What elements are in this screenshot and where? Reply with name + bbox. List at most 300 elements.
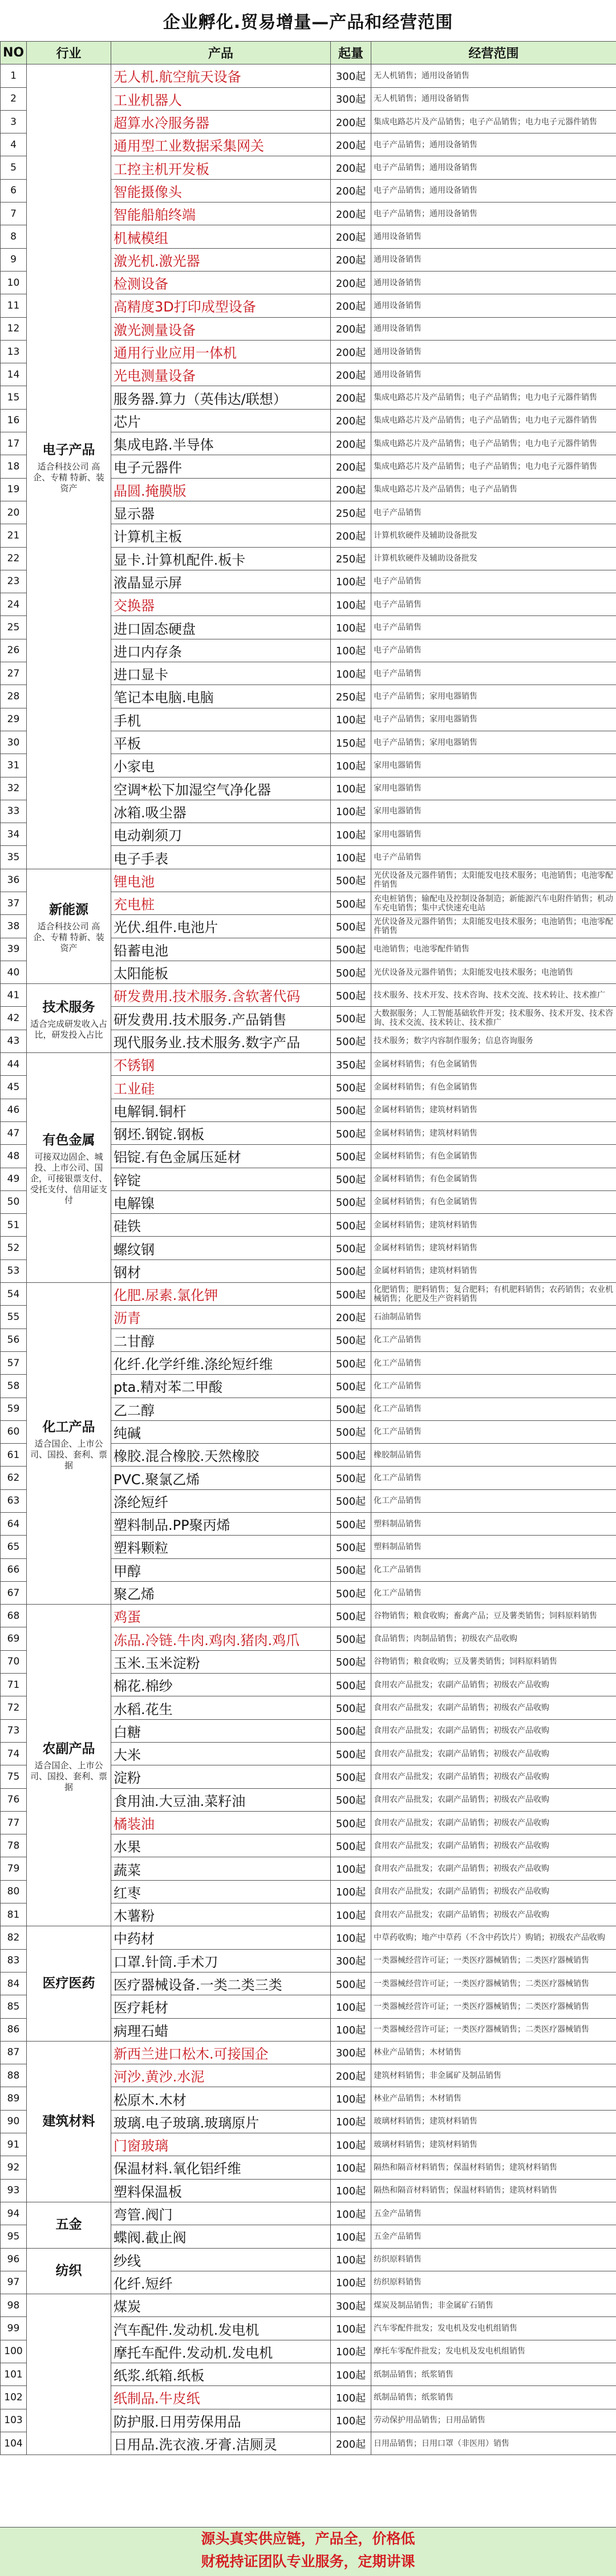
capital-amount: 100起 <box>331 823 371 846</box>
row-number: 26 <box>1 639 27 662</box>
category-cell <box>27 1605 111 1926</box>
capital-amount: 500起 <box>331 1489 371 1512</box>
product-name: 化纤.化学纤维.涤纶短纤维 <box>111 1351 331 1374</box>
product-table <box>0 41 616 2455</box>
row-number: 73 <box>1 1719 27 1742</box>
capital-amount: 100起 <box>331 2225 371 2248</box>
product-name: 纸浆.纸箱.纸板 <box>111 2363 331 2385</box>
product-name: 医疗器械设备.一类二类三类 <box>111 1972 331 1995</box>
capital-amount: 100起 <box>331 1926 371 1949</box>
business-scope: 通用设备销售 <box>371 363 616 386</box>
header-product: 产品 <box>111 42 331 64</box>
product-name: 液晶显示屏 <box>111 570 331 593</box>
category-cell <box>27 1053 111 1283</box>
row-number: 27 <box>1 662 27 685</box>
capital-amount: 500起 <box>331 1375 371 1398</box>
capital-amount: 500起 <box>331 1145 371 1168</box>
row-number: 9 <box>1 248 27 271</box>
product-name: 显卡.计算机配件.板卡 <box>111 547 331 570</box>
capital-amount: 200起 <box>331 432 371 455</box>
capital-amount: 500起 <box>331 1007 371 1030</box>
business-scope: 技术服务；数字内容制作服务；信息咨询服务 <box>371 1030 616 1052</box>
row-number: 76 <box>1 1788 27 1811</box>
product-name: 太阳能板 <box>111 961 331 983</box>
capital-amount: 100起 <box>331 2271 371 2294</box>
category-name: 有色金属 <box>42 1133 95 1148</box>
business-scope: 化工产品销售 <box>371 1398 616 1420</box>
row-number: 30 <box>1 731 27 754</box>
capital-amount: 100起 <box>331 2087 371 2110</box>
business-scope: 谷物销售；粮食收购；豆及薯类销售；饲料原料销售 <box>371 1650 616 1673</box>
table-body <box>1 64 616 2455</box>
business-scope: 电子产品销售 <box>371 662 616 685</box>
row-number: 82 <box>1 1926 27 1949</box>
business-scope: 食用农产品批发；农副产品销售；初级农产品收购 <box>371 1903 616 1926</box>
row-number: 67 <box>1 1581 27 1604</box>
product-name: 钢材 <box>111 1259 331 1282</box>
capital-amount: 100起 <box>331 2248 371 2271</box>
product-name: 弯管.阀门 <box>111 2202 331 2225</box>
row-number: 44 <box>1 1053 27 1076</box>
product-name: 智能船舶终端 <box>111 202 331 225</box>
business-scope: 通用设备销售 <box>371 340 616 363</box>
product-name: 沥青 <box>111 1306 331 1328</box>
product-name: 检测设备 <box>111 271 331 294</box>
product-name: 水稻.花生 <box>111 1696 331 1719</box>
capital-amount: 500起 <box>331 869 371 892</box>
business-scope: 电子产品销售；通用设备销售 <box>371 156 616 179</box>
capital-amount: 500起 <box>331 1719 371 1742</box>
capital-amount: 200起 <box>331 156 371 179</box>
row-number: 66 <box>1 1558 27 1581</box>
business-scope: 劳动保护用品销售；日用品销售 <box>371 2409 616 2432</box>
capital-amount: 100起 <box>331 2156 371 2179</box>
product-name: 电解铜.铜杆 <box>111 1099 331 1121</box>
product-name: 塑料制品.PP聚丙烯 <box>111 1513 331 1536</box>
capital-amount: 200起 <box>331 225 371 248</box>
business-scope: 煤炭及制品销售；非金属矿石销售 <box>371 2294 616 2317</box>
category-cell <box>27 2041 111 2202</box>
product-name: 门窗玻璃 <box>111 2133 331 2156</box>
business-scope: 食用农产品批发；农副产品销售；初级农产品收购 <box>371 1765 616 1788</box>
business-scope: 金属材料销售；有色金属销售 <box>371 1145 616 1168</box>
row-number: 87 <box>1 2041 27 2064</box>
header-capital: 起量 <box>331 42 371 64</box>
product-name: 病理石蜡 <box>111 2018 331 2041</box>
row-number: 50 <box>1 1190 27 1213</box>
row-number: 16 <box>1 409 27 432</box>
business-scope: 纸制品销售；纸浆销售 <box>371 2386 616 2409</box>
capital-amount: 150起 <box>331 731 371 754</box>
business-scope: 大数据服务；人工智能基础软件开发；技术服务、技术开发、技术咨询、技术交流、技术转让、技术推广 <box>371 1007 616 1030</box>
category-name: 五金 <box>55 2217 82 2233</box>
product-name: 充电桩 <box>111 892 331 914</box>
business-scope: 一类器械经营许可证；一类医疗器械销售；二类医疗器械销售 <box>371 1949 616 1972</box>
capital-amount: 100起 <box>331 593 371 616</box>
capital-amount: 500起 <box>331 1536 371 1558</box>
table-row <box>1 2294 616 2317</box>
row-number: 79 <box>1 1857 27 1880</box>
row-number: 29 <box>1 708 27 731</box>
capital-amount: 500起 <box>331 1696 371 1719</box>
product-name: 电子手表 <box>111 846 331 869</box>
business-scope: 一类器械经营许可证；一类医疗器械销售；二类医疗器械销售 <box>371 1972 616 1995</box>
capital-amount: 250起 <box>331 685 371 708</box>
business-scope: 食用农产品批发；农副产品销售；初级农产品收购 <box>371 1857 616 1880</box>
business-scope: 食品销售；肉制品销售；初级农产品收购 <box>371 1627 616 1650</box>
product-name: 通用行业应用一体机 <box>111 340 331 363</box>
capital-amount: 500起 <box>331 1099 371 1121</box>
row-number: 36 <box>1 869 27 892</box>
business-scope: 纺织原料销售 <box>371 2271 616 2294</box>
row-number: 52 <box>1 1237 27 1259</box>
product-name: 玻璃.电子玻璃.玻璃原片 <box>111 2110 331 2133</box>
category-note: 适合科技公司 高企、专精 特新、装资产 <box>33 921 104 953</box>
capital-amount: 500起 <box>331 1811 371 1834</box>
business-scope: 林业产品销售；木材销售 <box>371 2087 616 2110</box>
row-number: 83 <box>1 1949 27 1972</box>
business-scope: 玻璃材料销售；建筑材料销售 <box>371 2110 616 2133</box>
product-name: 锌锭 <box>111 1168 331 1190</box>
business-scope: 无人机销售；通用设备销售 <box>371 64 616 87</box>
capital-amount: 500起 <box>331 1972 371 1995</box>
product-name: 现代服务业.技术服务.数字产品 <box>111 1030 331 1052</box>
row-number: 3 <box>1 110 27 133</box>
capital-amount: 200起 <box>331 248 371 271</box>
product-name: 化肥.尿素.氯化钾 <box>111 1283 331 1306</box>
business-scope: 化工产品销售 <box>371 1375 616 1398</box>
category-cell <box>27 869 111 983</box>
category-note: 可接双边固企、城投、上市公司、国企，可接银票支付、受托支付、信用证支付 <box>30 1152 107 1206</box>
row-number: 103 <box>1 2409 27 2432</box>
business-scope: 化工产品销售 <box>371 1558 616 1581</box>
business-scope: 电子产品销售 <box>371 570 616 593</box>
product-name: 聚乙烯 <box>111 1581 331 1604</box>
product-name: 新西兰进口松木.可接国企 <box>111 2041 331 2064</box>
capital-amount: 200起 <box>331 409 371 432</box>
capital-amount: 200起 <box>331 294 371 317</box>
row-number: 49 <box>1 1168 27 1190</box>
row-number: 59 <box>1 1398 27 1420</box>
business-scope: 电子产品销售；家用电器销售 <box>371 685 616 708</box>
capital-amount: 250起 <box>331 501 371 524</box>
product-name: 乙二醇 <box>111 1398 331 1420</box>
capital-amount: 200起 <box>331 179 371 202</box>
product-name: 智能摄像头 <box>111 179 331 202</box>
row-number: 104 <box>1 2432 27 2455</box>
row-number: 34 <box>1 823 27 846</box>
capital-amount: 350起 <box>331 1053 371 1076</box>
business-scope: 电子产品销售 <box>371 593 616 616</box>
capital-amount: 300起 <box>331 2294 371 2317</box>
row-number: 61 <box>1 1444 27 1467</box>
category-name: 农副产品 <box>42 1741 95 1756</box>
product-name: 通用型工业数据采集网关 <box>111 133 331 156</box>
row-number: 63 <box>1 1489 27 1512</box>
product-name: 进口固态硬盘 <box>111 616 331 639</box>
business-scope: 通用设备销售 <box>371 248 616 271</box>
product-name: 研发费用.技术服务.含软著代码 <box>111 984 331 1007</box>
category-cell <box>27 64 111 869</box>
business-scope: 摩托车零配件批发；发电机及发电机组销售 <box>371 2340 616 2363</box>
capital-amount: 500起 <box>331 1834 371 1857</box>
business-scope: 电子产品销售 <box>371 616 616 639</box>
business-scope: 电子产品销售 <box>371 639 616 662</box>
row-number: 13 <box>1 340 27 363</box>
product-name: 晶圆.掩膜版 <box>111 478 331 501</box>
capital-amount: 100起 <box>331 2202 371 2225</box>
capital-amount: 500起 <box>331 1398 371 1420</box>
product-name: 硅铁 <box>111 1214 331 1237</box>
business-scope: 通用设备销售 <box>371 271 616 294</box>
capital-amount: 500起 <box>331 1214 371 1237</box>
row-number: 11 <box>1 294 27 317</box>
capital-amount: 200起 <box>331 110 371 133</box>
capital-amount: 500起 <box>331 1581 371 1604</box>
product-name: 防护服.日用劳保用品 <box>111 2409 331 2432</box>
business-scope: 食用农产品批发；农副产品销售；初级农产品收购 <box>371 1696 616 1719</box>
business-scope: 计算机软硬件及辅助设备批发 <box>371 524 616 547</box>
product-name: 保温材料.氧化铝纤维 <box>111 2156 331 2179</box>
product-name: 工业硅 <box>111 1076 331 1099</box>
row-number: 18 <box>1 455 27 478</box>
capital-amount: 500起 <box>331 938 371 961</box>
product-name: 松原木.木材 <box>111 2087 331 2110</box>
row-number: 90 <box>1 2110 27 2133</box>
business-scope: 金属材料销售；建筑材料销售 <box>371 1214 616 1237</box>
capital-amount: 100起 <box>331 1903 371 1926</box>
category-cell <box>27 2248 111 2294</box>
row-number: 2 <box>1 87 27 110</box>
capital-amount: 100起 <box>331 754 371 777</box>
table-row <box>1 2248 616 2271</box>
product-name: 橡胶.混合橡胶.天然橡胶 <box>111 1444 331 1467</box>
capital-amount: 100起 <box>331 2363 371 2385</box>
row-number: 6 <box>1 179 27 202</box>
row-number: 4 <box>1 133 27 156</box>
row-number: 47 <box>1 1121 27 1144</box>
product-name: 芯片 <box>111 409 331 432</box>
business-scope: 金属材料销售；建筑材料销售 <box>371 1099 616 1121</box>
capital-amount: 300起 <box>331 1949 371 1972</box>
business-scope: 食用农产品批发；农副产品销售；初级农产品收购 <box>371 1719 616 1742</box>
business-scope: 家用电器销售 <box>371 800 616 823</box>
category-name: 电子产品 <box>42 442 95 457</box>
header-category: 行业 <box>27 42 111 64</box>
category-name: 化工产品 <box>42 1419 95 1435</box>
category-cell <box>27 2294 111 2455</box>
product-name: 平板 <box>111 731 331 754</box>
product-name: 激光机.激光器 <box>111 248 331 271</box>
business-scope: 电子产品销售；家用电器销售 <box>371 731 616 754</box>
row-number: 60 <box>1 1420 27 1443</box>
business-scope: 家用电器销售 <box>371 823 616 846</box>
capital-amount: 100起 <box>331 2179 371 2202</box>
product-name: 电动剃须刀 <box>111 823 331 846</box>
capital-amount: 100起 <box>331 616 371 639</box>
business-scope: 金属材料销售；有色金属销售 <box>371 1076 616 1099</box>
business-scope: 一类器械经营许可证；一类医疗器械销售；二类医疗器械销售 <box>371 1995 616 2018</box>
row-number: 37 <box>1 892 27 914</box>
capital-amount: 500起 <box>331 1627 371 1650</box>
capital-amount: 200起 <box>331 363 371 386</box>
business-scope: 食用农产品批发；农副产品销售；初级农产品收购 <box>371 1742 616 1765</box>
business-scope: 集成电路芯片及产品销售；电子产品销售；电力电子元器件销售 <box>371 110 616 133</box>
page-title: 企业孵化.贸易增量—产品和经营范围 <box>163 13 453 33</box>
row-number: 5 <box>1 156 27 179</box>
row-number: 46 <box>1 1099 27 1121</box>
capital-amount: 100起 <box>331 2018 371 2041</box>
row-number: 98 <box>1 2294 27 2317</box>
category-name: 新能源 <box>49 902 88 917</box>
capital-amount: 500起 <box>331 1765 371 1788</box>
business-scope: 通用设备销售 <box>371 294 616 317</box>
business-scope: 一类器械经营许可证；一类医疗器械销售；二类医疗器械销售 <box>371 2018 616 2041</box>
capital-amount: 100起 <box>331 2110 371 2133</box>
row-number: 7 <box>1 202 27 225</box>
table-row <box>1 2202 616 2225</box>
capital-amount: 300起 <box>331 64 371 87</box>
capital-amount: 100起 <box>331 2133 371 2156</box>
capital-amount: 500起 <box>331 1605 371 1627</box>
row-number: 88 <box>1 2064 27 2087</box>
category-cell <box>27 984 111 1053</box>
capital-amount: 100起 <box>331 1995 371 2018</box>
business-scope: 中草药收购；地产中草药（不含中药饮片）购销；初级农产品收购 <box>371 1926 616 1949</box>
table-row <box>1 869 616 892</box>
row-number: 51 <box>1 1214 27 1237</box>
row-number: 68 <box>1 1605 27 1627</box>
row-number: 25 <box>1 616 27 639</box>
business-scope: 电子产品销售；通用设备销售 <box>371 202 616 225</box>
business-scope: 集成电路芯片及产品销售；电子产品销售；电力电子元器件销售 <box>371 432 616 455</box>
product-name: 小家电 <box>111 754 331 777</box>
capital-amount: 500起 <box>331 1168 371 1190</box>
capital-amount: 200起 <box>331 202 371 225</box>
row-number: 100 <box>1 2340 27 2363</box>
business-scope: 金属材料销售；建筑材料销售 <box>371 1121 616 1144</box>
product-name: 二甘醇 <box>111 1328 331 1351</box>
product-name: 手机 <box>111 708 331 731</box>
business-scope: 电池销售；电池零配件销售 <box>371 938 616 961</box>
product-name: 冻品.冷链.牛肉.鸡肉.猪肉.鸡爪 <box>111 1627 331 1650</box>
row-number: 55 <box>1 1306 27 1328</box>
capital-amount: 500起 <box>331 1190 371 1213</box>
capital-amount: 500起 <box>331 1237 371 1259</box>
product-name: 大米 <box>111 1742 331 1765</box>
capital-amount: 300起 <box>331 87 371 110</box>
capital-amount: 100起 <box>331 708 371 731</box>
capital-amount: 200起 <box>331 133 371 156</box>
row-number: 89 <box>1 2087 27 2110</box>
table-row <box>1 1605 616 1627</box>
capital-amount: 100起 <box>331 800 371 823</box>
row-number: 32 <box>1 777 27 800</box>
row-number: 84 <box>1 1972 27 1995</box>
product-name: 进口显卡 <box>111 662 331 685</box>
capital-amount: 200起 <box>331 478 371 501</box>
category-note: 适合科技公司 高企、专精 特新、装资产 <box>33 461 104 493</box>
business-scope: 食用农产品批发；农副产品销售；初级农产品收购 <box>371 1674 616 1696</box>
capital-amount: 100起 <box>331 570 371 593</box>
footer-banner <box>0 2527 616 2576</box>
business-scope: 金属材料销售；建筑材料销售 <box>371 1237 616 1259</box>
business-scope: 隔热和隔音材料销售；保温材料销售；建筑材料销售 <box>371 2179 616 2202</box>
business-scope: 食用农产品批发；农副产品销售；初级农产品收购 <box>371 1880 616 1903</box>
product-name: pta.精对苯二甲酸 <box>111 1375 331 1398</box>
capital-amount: 500起 <box>331 1650 371 1673</box>
business-scope: 隔热和隔音材料销售；保温材料销售；建筑材料销售 <box>371 2156 616 2179</box>
row-number: 41 <box>1 984 27 1007</box>
business-scope: 电子产品销售 <box>371 501 616 524</box>
row-number: 93 <box>1 2179 27 2202</box>
category-cell <box>27 2202 111 2248</box>
capital-amount: 500起 <box>331 984 371 1007</box>
product-name: 机械模组 <box>111 225 331 248</box>
row-number: 78 <box>1 1834 27 1857</box>
product-name: 塑料保温板 <box>111 2179 331 2202</box>
row-number: 40 <box>1 961 27 983</box>
product-name: 铝锭.有色金属压延材 <box>111 1145 331 1168</box>
capital-amount: 200起 <box>331 2064 371 2087</box>
table-row <box>1 1053 616 1076</box>
footer-line-2: 财税持证团队专业服务，定期讲课 <box>201 2553 415 2570</box>
product-name: 纸制品.牛皮纸 <box>111 2386 331 2409</box>
row-number: 15 <box>1 386 27 409</box>
business-scope: 通用设备销售 <box>371 317 616 340</box>
row-number: 48 <box>1 1145 27 1168</box>
row-number: 62 <box>1 1467 27 1489</box>
category-name: 纺织 <box>55 2263 82 2278</box>
business-scope: 玻璃材料销售；建筑材料销售 <box>371 2133 616 2156</box>
product-name: 高精度3D打印成型设备 <box>111 294 331 317</box>
capital-amount: 100起 <box>331 639 371 662</box>
capital-amount: 500起 <box>331 1283 371 1306</box>
row-number: 12 <box>1 317 27 340</box>
product-name: 蔬菜 <box>111 1857 331 1880</box>
product-name: 鸡蛋 <box>111 1605 331 1627</box>
category-note: 适合完成研发收入占比，研发投入占比 <box>30 1018 107 1040</box>
product-name: 橘装油 <box>111 1811 331 1834</box>
business-scope: 光伏设备及元器件销售；太阳能发电技术服务；电池销售；电池零配件销售 <box>371 869 616 892</box>
product-name: 计算机主板 <box>111 524 331 547</box>
capital-amount: 500起 <box>331 1420 371 1443</box>
business-scope: 计算机软硬件及辅助设备批发 <box>371 547 616 570</box>
row-number: 54 <box>1 1283 27 1306</box>
row-number: 75 <box>1 1765 27 1788</box>
row-number: 85 <box>1 1995 27 2018</box>
row-number: 77 <box>1 1811 27 1834</box>
capital-amount: 500起 <box>331 1030 371 1052</box>
capital-amount: 200起 <box>331 455 371 478</box>
business-scope: 集成电路芯片及产品销售；电子产品销售；电力电子元器件销售 <box>371 455 616 478</box>
product-name: 光电测量设备 <box>111 363 331 386</box>
row-number: 28 <box>1 685 27 708</box>
capital-amount: 500起 <box>331 1558 371 1581</box>
business-scope: 化工产品销售 <box>371 1581 616 1604</box>
row-number: 1 <box>1 64 27 87</box>
product-name: 笔记本电脑.电脑 <box>111 685 331 708</box>
business-scope: 光伏设备及元器件销售；太阳能发电技术服务；电池销售；电池零配件销售 <box>371 915 616 938</box>
capital-amount: 100起 <box>331 1857 371 1880</box>
table-row <box>1 984 616 1007</box>
product-name: 玉米.玉米淀粉 <box>111 1650 331 1673</box>
category-note: 适合国企、上市公司、国投、套利、票据 <box>30 1438 107 1471</box>
product-name: 电解镍 <box>111 1190 331 1213</box>
product-name: 显示器 <box>111 501 331 524</box>
business-scope: 纺织原料销售 <box>371 2248 616 2271</box>
product-name: 工业机器人 <box>111 87 331 110</box>
